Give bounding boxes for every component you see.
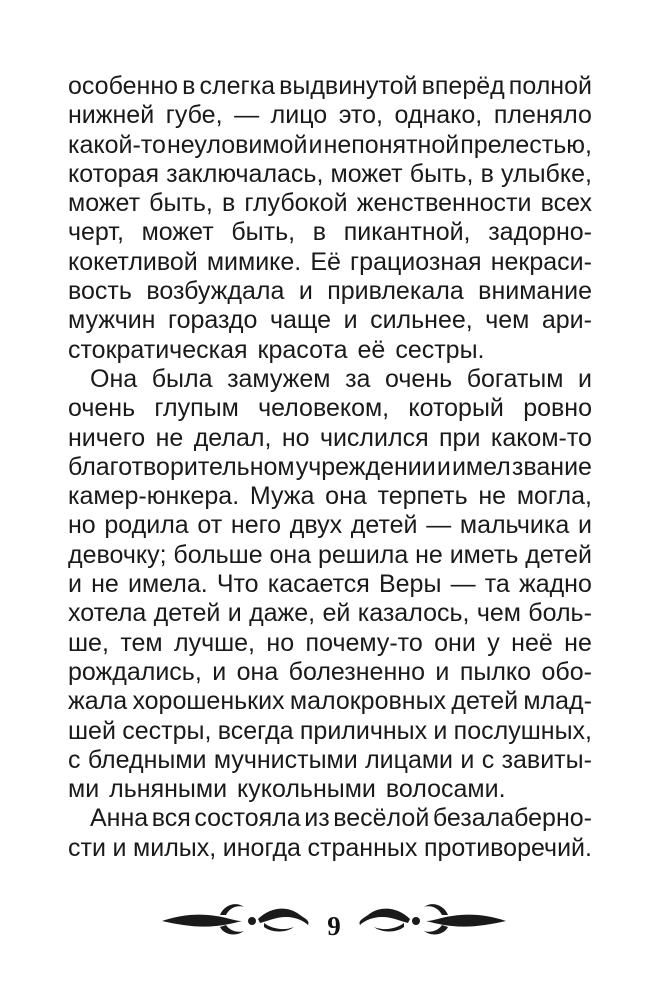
text-line: девочку; больше она решила не иметь детей xyxy=(68,540,592,569)
right-flourish-icon xyxy=(356,899,508,939)
text-line: хотела детей и даже, ей казалось, чем боль- xyxy=(68,599,592,628)
text-line: но родила от него двух детей — мальчика и xyxy=(68,511,592,540)
text-line: черт, может быть, в пикантной, задорно- xyxy=(68,218,592,247)
text-line: особенно в слегка выдвинутой вперёд полной xyxy=(68,72,592,100)
text-line: камер-юнкера. Мужа она терпеть не могла, xyxy=(68,482,592,511)
text-line: благотворительном учреждении и имел звание xyxy=(68,452,592,481)
text-line: и не имела. Что касается Веры — та жадно xyxy=(68,570,592,599)
text-line: жала хорошеньких малокровных детей млад- xyxy=(68,687,592,716)
text-line: ше, тем лучше, но почему-то они у неё не xyxy=(68,628,592,657)
text-line: может быть, в глубокой женственности всех xyxy=(68,189,592,218)
text-line: очень глупым человеком, который ровно xyxy=(68,394,592,423)
left-flourish-icon xyxy=(160,899,312,939)
text-line: ничего не делал, но числился при каком-то xyxy=(68,423,592,452)
page-number: 9 xyxy=(327,911,341,941)
text-line: ми льняными кукольными волосами. xyxy=(68,775,506,804)
text-line: рождались, и она болезненно и пылко обо- xyxy=(68,657,592,686)
text-line: мужчин гораздо чаще и сильнее, чем ари- xyxy=(68,306,592,335)
text-line: Она была замужем за очень богатым и xyxy=(90,364,592,393)
text-line: нижней губе, — лицо это, однако, пленяло xyxy=(68,101,592,130)
text-line: которая заключалась, может быть, в улыбке, xyxy=(68,159,592,188)
page-footer xyxy=(0,895,668,955)
text-line: с бледными мучнистыми лицами и с завиты- xyxy=(68,745,592,774)
text-line: какой-то неуловимой и непонятной прелестью, xyxy=(68,130,592,159)
text-line: сти и милых, иногда странных противоречий. xyxy=(68,833,592,862)
text-line: стократическая красота её сестры. xyxy=(68,335,485,364)
text-line: вость возбуждала и привлекала внимание xyxy=(68,277,592,306)
text-line: Анна вся состояла из весёлой безалаберно- xyxy=(90,804,592,833)
text-line: кокетливой мимике. Её грациозная некраси- xyxy=(68,247,592,276)
body-text xyxy=(68,72,592,863)
text-line: шей сестры, всегда приличных и послушных, xyxy=(68,716,592,745)
